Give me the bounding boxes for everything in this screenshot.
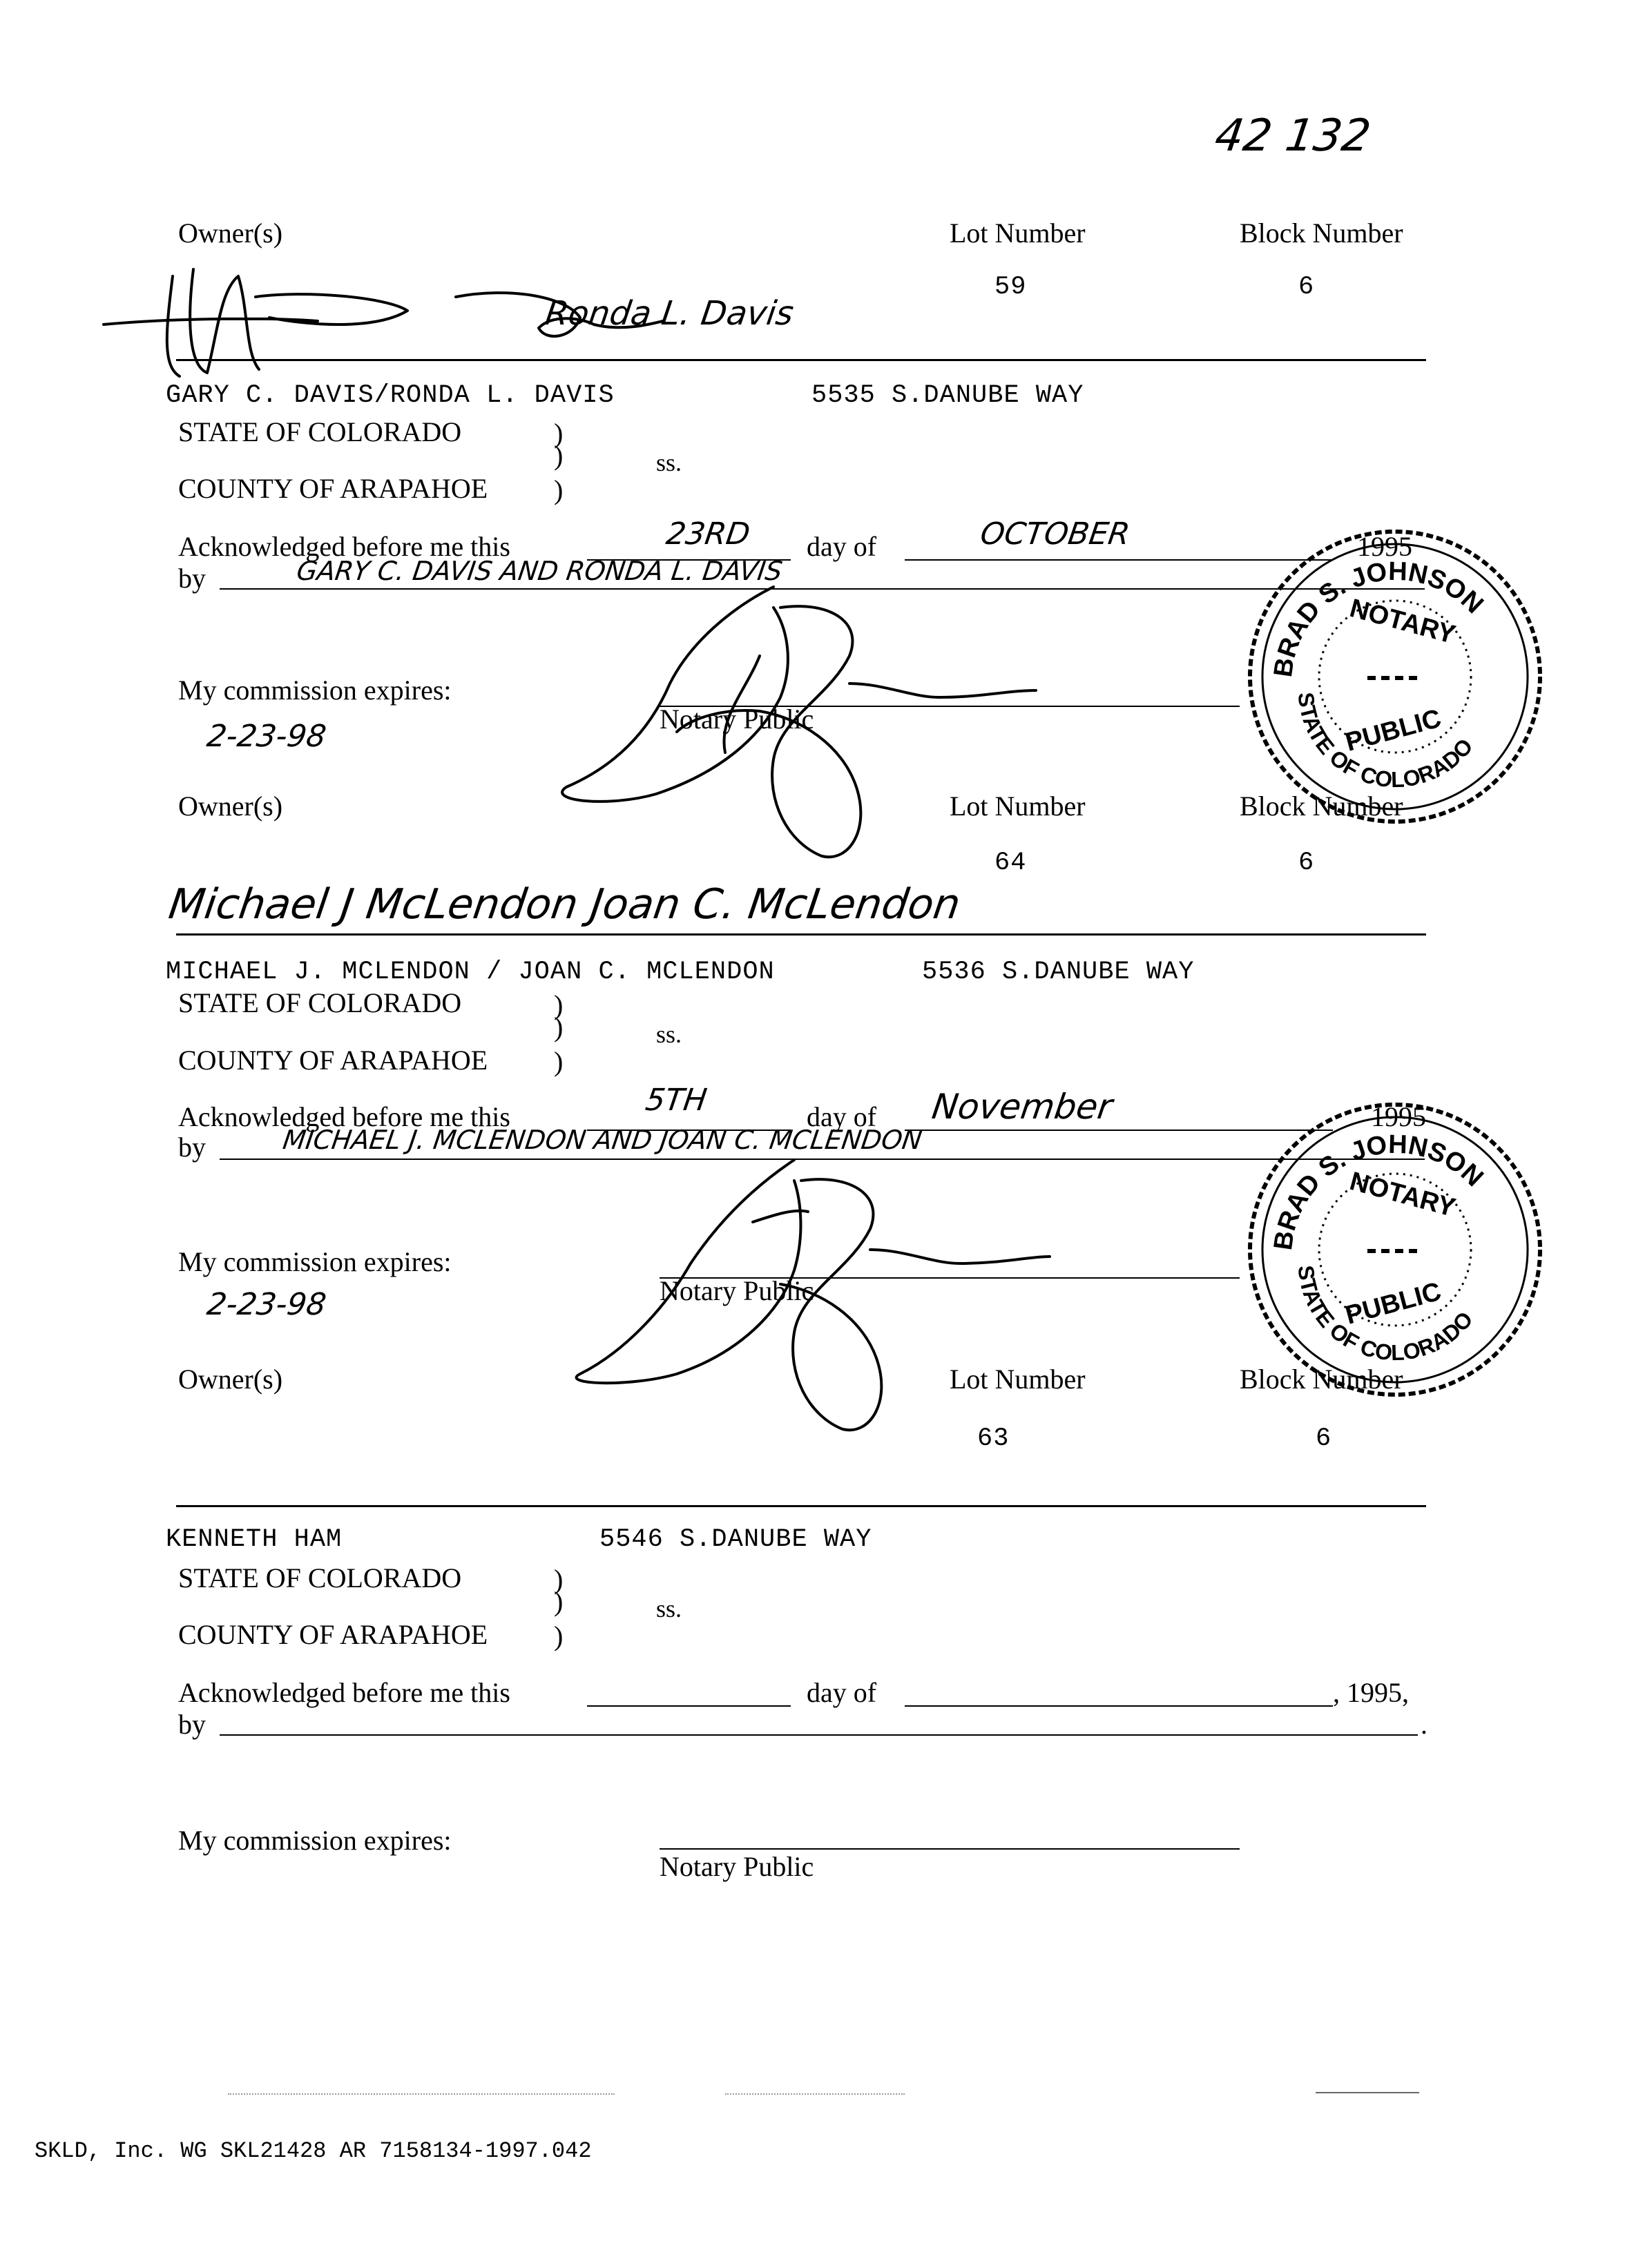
block-number-value: 6 xyxy=(1316,1424,1332,1453)
ss-label: ss. xyxy=(656,449,682,476)
ack-day-value: 5TH xyxy=(643,1083,709,1118)
block-number-value: 6 xyxy=(1298,849,1315,878)
owner-signature-text: Ronda L. Davis xyxy=(543,294,796,333)
seal-name: BRAD S. JOHNSON xyxy=(1268,556,1489,679)
paren: ) xyxy=(554,989,564,1020)
ack-year: , 1995, xyxy=(1333,1677,1409,1708)
commission-label: My commission expires: xyxy=(178,675,452,706)
block-number-label: Block Number xyxy=(1240,1364,1403,1395)
owners-label: Owner(s) xyxy=(178,791,283,822)
notary-signature xyxy=(552,580,1036,870)
block-number-label: Block Number xyxy=(1240,217,1403,249)
scan-artifact xyxy=(228,2093,615,2095)
by-end-period: . xyxy=(1421,1709,1427,1740)
lot-number-label: Lot Number xyxy=(950,217,1086,249)
acknowledged-label: Acknowledged before me this xyxy=(178,1101,510,1132)
notary-public-label: Notary Public xyxy=(660,1851,814,1882)
county-label: COUNTY OF ARAPAHOE xyxy=(178,1619,488,1650)
paren: ) xyxy=(554,1564,564,1595)
property-address: 5535 S.DANUBE WAY xyxy=(811,381,1084,410)
lot-number-value: 63 xyxy=(977,1424,1010,1453)
notary-public-label: Notary Public xyxy=(660,704,814,735)
seal-public: PUBLIC xyxy=(1342,704,1445,757)
notary-seal xyxy=(1243,1098,1547,1402)
owners-label: Owner(s) xyxy=(178,217,283,249)
paren: ) xyxy=(554,1620,564,1651)
by-label: by xyxy=(178,563,206,594)
day-of-label: day of xyxy=(807,531,877,562)
page-reference-number: 42 132 xyxy=(1211,110,1374,162)
owner-signature-line xyxy=(176,359,1426,361)
state-label: STATE OF COLORADO xyxy=(178,1562,462,1593)
by-label: by xyxy=(178,1709,206,1740)
day-of-label: day of xyxy=(807,1101,877,1132)
paren: ) xyxy=(554,1011,564,1043)
acknowledged-label: Acknowledged before me this xyxy=(178,531,510,562)
block-number-label: Block Number xyxy=(1240,791,1403,822)
lot-number-label: Lot Number xyxy=(950,791,1086,822)
seal-public: PUBLIC xyxy=(1342,1277,1445,1330)
owner-signature-line xyxy=(176,933,1426,936)
by-label: by xyxy=(178,1132,206,1163)
acknowledged-label: Acknowledged before me this xyxy=(178,1677,510,1708)
lot-number-value: 59 xyxy=(994,273,1027,302)
lot-number-label: Lot Number xyxy=(950,1364,1086,1395)
ack-day-line xyxy=(587,1705,791,1707)
ack-by-value: GARY C. DAVIS AND RONDA L. DAVIS xyxy=(294,556,785,586)
property-address: 5536 S.DANUBE WAY xyxy=(922,958,1195,987)
paren: ) xyxy=(554,1046,564,1077)
commission-date: 2-23-98 xyxy=(204,719,329,754)
commission-label: My commission expires: xyxy=(178,1246,452,1277)
lot-number-value: 64 xyxy=(994,849,1027,878)
seal-name: BRAD S. JOHNSON xyxy=(1268,1130,1489,1252)
ack-year: 1995 xyxy=(1357,531,1412,562)
notary-seal xyxy=(1243,525,1547,828)
paren: ) xyxy=(554,440,564,471)
scan-artifact xyxy=(725,2093,905,2095)
ack-year: 1995 xyxy=(1371,1101,1426,1132)
ss-label: ss. xyxy=(656,1595,682,1622)
footer-reference: SKLD, Inc. WG SKL21428 AR 7158134-1997.042 xyxy=(35,2138,592,2164)
ack-by-value: MICHAEL J. MCLENDON AND JOAN C. MCLENDON xyxy=(280,1125,925,1155)
paren: ) xyxy=(554,1586,564,1617)
owner-signature-line xyxy=(176,1505,1426,1507)
notary-public-label: Notary Public xyxy=(660,1275,814,1306)
owner-names: MICHAEL J. MCLENDON / JOAN C. MCLENDON xyxy=(166,958,775,987)
state-label: STATE OF COLORADO xyxy=(178,987,462,1018)
paren: ) xyxy=(554,418,564,449)
notary-signature-line xyxy=(660,1848,1240,1850)
commission-label: My commission expires: xyxy=(178,1825,452,1856)
day-of-label: day of xyxy=(807,1677,877,1708)
owner-names: GARY C. DAVIS/RONDA L. DAVIS xyxy=(166,381,615,410)
paren: ) xyxy=(554,474,564,505)
commission-date: 2-23-98 xyxy=(204,1287,329,1322)
seal-state: STATE OF COLORADO xyxy=(1293,1263,1478,1366)
county-label: COUNTY OF ARAPAHOE xyxy=(178,1045,488,1076)
ack-month-line xyxy=(905,1705,1333,1707)
ack-month-value: November xyxy=(929,1087,1115,1127)
county-label: COUNTY OF ARAPAHOE xyxy=(178,473,488,504)
ack-day-value: 23RD xyxy=(664,516,753,552)
scan-artifact xyxy=(1316,2092,1419,2093)
owners-label: Owner(s) xyxy=(178,1364,283,1395)
state-label: STATE OF COLORADO xyxy=(178,416,462,447)
seal-state: STATE OF COLORADO xyxy=(1293,690,1478,793)
seal-notary: NOTARY xyxy=(1347,1167,1459,1223)
seal-notary: NOTARY xyxy=(1347,594,1459,650)
ack-month-value: OCTOBER xyxy=(978,516,1133,552)
ack-by-line xyxy=(220,1734,1418,1736)
block-number-value: 6 xyxy=(1298,273,1315,302)
property-address: 5546 S.DANUBE WAY xyxy=(599,1525,872,1554)
owner-names: KENNETH HAM xyxy=(166,1525,343,1554)
notary-signature xyxy=(566,1146,1050,1443)
ss-label: ss. xyxy=(656,1020,682,1048)
owner-signature: Michael J McLendon Joan C. McLendon xyxy=(166,880,963,929)
